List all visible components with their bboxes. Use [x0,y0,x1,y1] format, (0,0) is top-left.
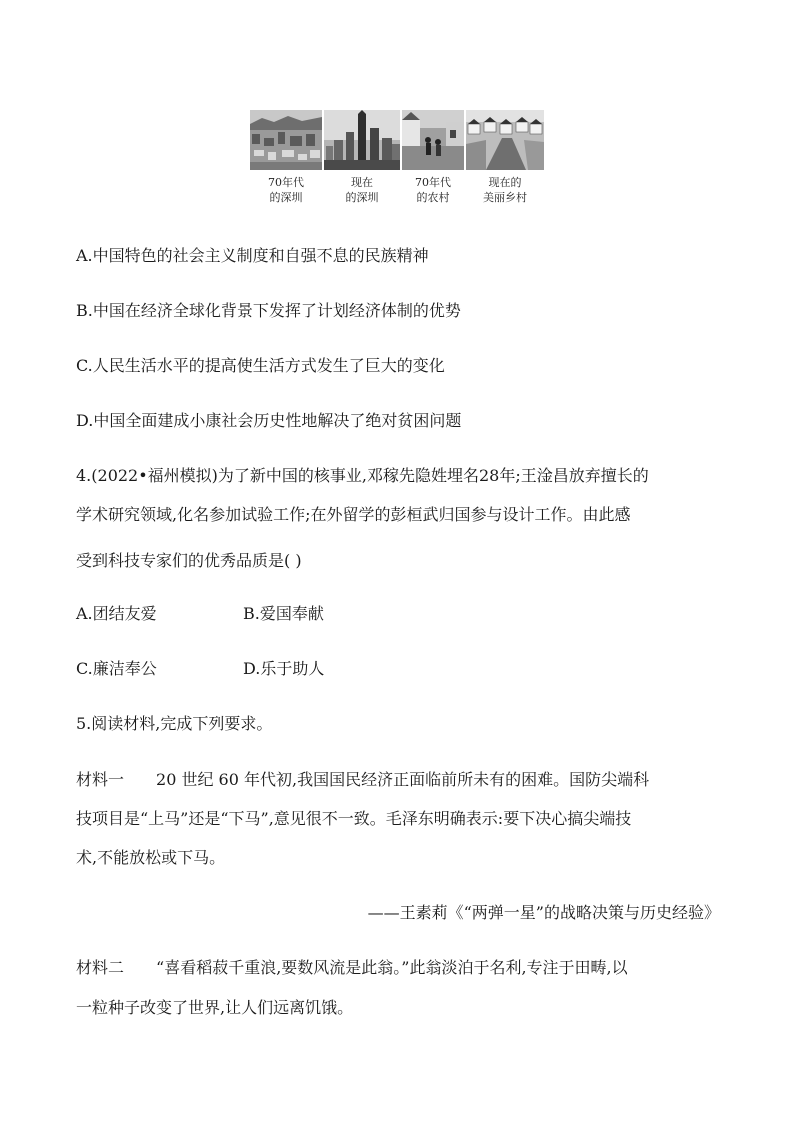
photo-shenzhen-now [324,110,400,170]
q4-stem-line1: 4.(2022•福州模拟)为了新中国的核事业,邓稼先隐姓埋名28年;王淦昌放弃擅长的 [76,466,649,485]
photo-captions [250,175,546,209]
photo-beautiful-village-now [466,110,544,170]
photo-shenzhen-1970s [250,110,322,170]
caption-line: 的农村 [416,191,450,204]
q4-stem-line3: 受到科技专家们的优秀品质是( ) [76,551,302,570]
q4-option-b: B.爱国奉献 [243,604,324,623]
caption-shenzhen-now [324,175,400,209]
caption-beautiful-village-now [466,175,544,209]
caption-line: 现在的 [488,176,522,189]
caption-line: 美丽乡村 [483,191,527,204]
q3-option-b: B.中国在经济全球化背景下发挥了计划经济体制的优势 [76,301,461,320]
caption-line: 的深圳 [269,191,303,204]
material-2-text: “喜看稻菽千重浪,要数风流是此翁。”此翁淡泊于名利,专注于田畴,以 [156,958,628,977]
material-1-line3: 术,不能放松或下马。 [76,848,226,867]
caption-line: 的深圳 [345,191,379,204]
photo-village-1970s [402,110,464,170]
q5-stem: 5.阅读材料,完成下列要求。 [76,714,273,733]
material-1-line2: 技项目是“上马”还是“下马”,意见很不一致。毛泽东明确表示:要下决心搞尖端技 [76,809,632,828]
caption-line: 70年代 [268,176,304,189]
material-1-source: ——王素莉《“两弹一星”的战略决策与历史经验》 [367,903,720,922]
material-1-label: 材料一 [76,770,125,789]
caption-line: 70年代 [415,176,451,189]
material-2-line1 [76,958,726,978]
q4-option-d: D.乐于助人 [243,659,325,678]
q3-option-d: D.中国全面建成小康社会历史性地解决了绝对贫困问题 [76,411,462,430]
q3-option-c: C.人民生活水平的提高使生活方式发生了巨大的变化 [76,356,445,375]
material-1-text: 20 世纪 60 年代初,我国国民经济正面临前所未有的困难。国防尖端科 [156,770,650,789]
material-1-line1 [76,770,726,790]
q4-option-a: A.团结友爱 [76,604,157,623]
q4-stem-line2: 学术研究领域,化名参加试验工作;在外留学的彭桓武归国参与设计工作。由此感 [76,505,631,524]
caption-village-1970s [402,175,464,209]
material-2-line2: 一粒种子改变了世界,让人们远离饥饿。 [76,998,354,1017]
material-2-label: 材料二 [76,958,125,977]
caption-line: 现在 [351,176,373,189]
q3-option-a: A.中国特色的社会主义制度和自强不息的民族精神 [76,246,429,265]
comparison-photos [250,110,546,170]
q4-option-c: C.廉洁奉公 [76,659,157,678]
caption-shenzhen-1970s [250,175,322,209]
